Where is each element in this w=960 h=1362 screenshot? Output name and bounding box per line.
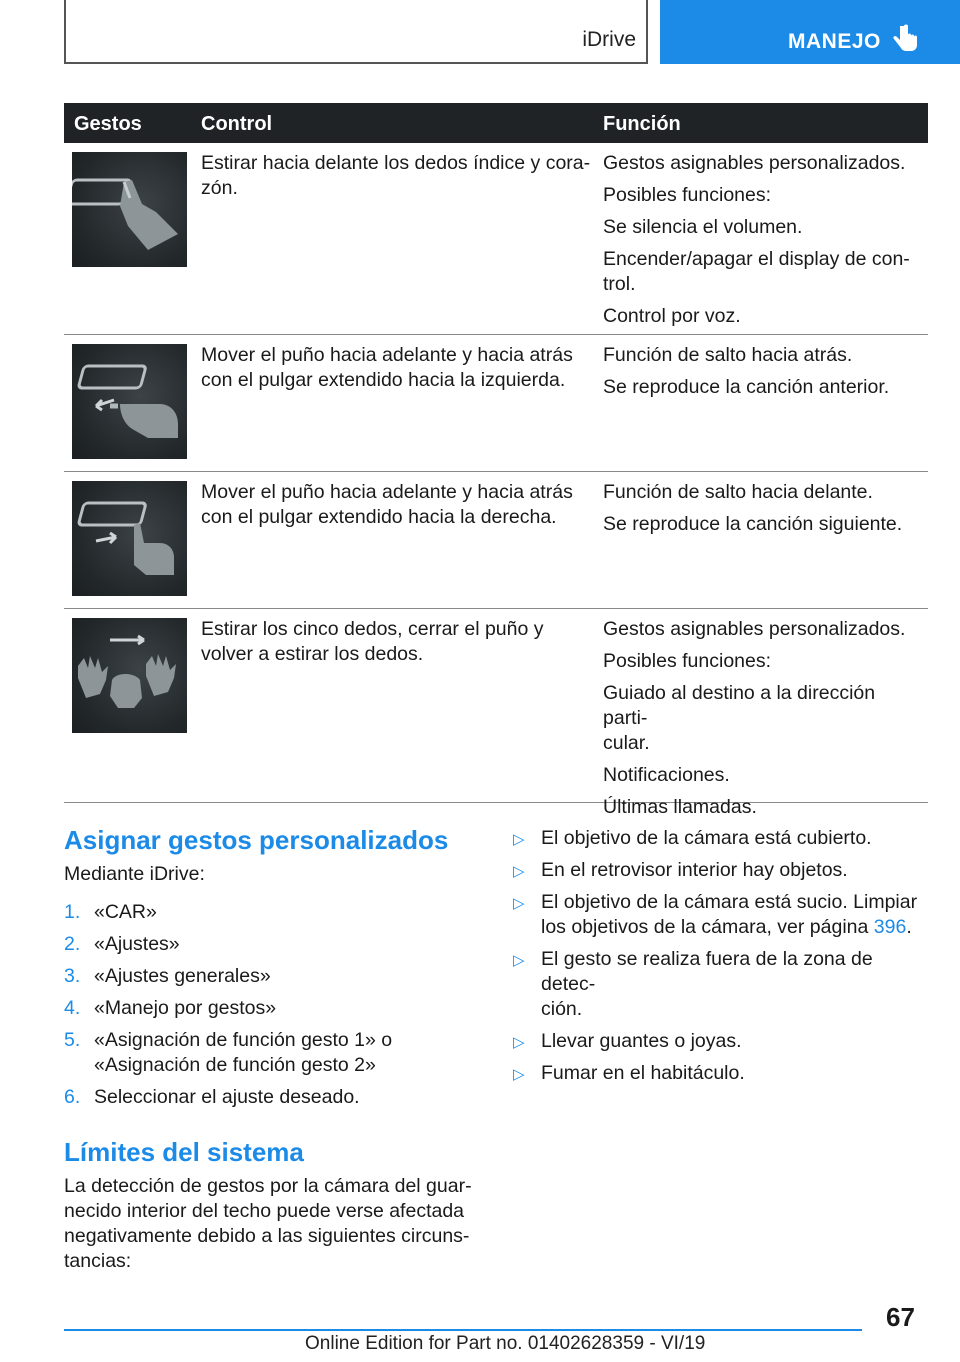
list-item <box>512 858 926 883</box>
column-header-funcion: Función <box>603 113 681 135</box>
bullet-text: El objetivo de la cámara está sucio. Limpiar los objetivos de la cámara, ver página <box>541 891 918 938</box>
gesture-function-list <box>603 151 923 336</box>
list-item <box>512 890 926 940</box>
function-line: Gestos asignables personalizados. <box>603 618 906 640</box>
triangle-right-icon: ▷ <box>513 895 525 912</box>
gesture-control-text: Mover el puño hacia adelante y hacia atrás con el pulgar extendido hacia la derecha. <box>201 481 573 528</box>
table-row <box>64 335 928 472</box>
chapter-tab-label: MANEJO <box>788 30 881 53</box>
footer-rule <box>64 1329 862 1331</box>
header-frame <box>64 0 648 64</box>
list-item <box>64 1085 464 1110</box>
function-line: Posibles funciones: <box>603 184 772 206</box>
bullet-text: En el retrovisor interior hay objetos. <box>541 859 848 881</box>
list-item <box>64 964 464 989</box>
steps-list <box>64 900 464 1117</box>
step-number: 5. <box>64 1029 81 1051</box>
step-number: 4. <box>64 997 81 1019</box>
gesture-function-list <box>603 343 923 407</box>
list-item <box>512 1061 926 1086</box>
section-title-limites: Límites del sistema <box>64 1137 304 1167</box>
gesture-table <box>64 103 928 818</box>
step-text: Seleccionar el ajuste deseado. <box>94 1086 360 1108</box>
table-row <box>64 143 928 335</box>
list-item <box>64 1028 464 1078</box>
chapter-tab[interactable] <box>660 0 960 64</box>
function-line: Guiado al destino a la dirección parti- cular. <box>603 682 876 754</box>
list-item <box>512 826 926 851</box>
bullet-text: Llevar guantes o joyas. <box>541 1030 742 1052</box>
step-number: 2. <box>64 933 81 955</box>
function-line: Función de salto hacia delante. <box>603 481 873 503</box>
bullet-text: El objetivo de la cámara está cubierto. <box>541 827 872 849</box>
gesture-control-text: Estirar hacia delante los dedos índice y cora- zón. <box>201 152 591 199</box>
footer-edition: Online Edition for Part no. 01402628359 - VI/19 <box>305 1333 706 1354</box>
five-fingers-fist-gesture-image <box>72 618 187 733</box>
bullet-text: Fumar en el habitáculo. <box>541 1062 745 1084</box>
function-line: Se silencia el volumen. <box>603 216 803 238</box>
function-line: Últimas llamadas. <box>603 796 757 818</box>
function-line: Posibles funciones: <box>603 650 772 672</box>
list-item <box>512 947 926 1022</box>
section-body: La detección de gestos por la cámara del guar- necido interior del techo puede verse afectada negativamente debido a las siguientes circuns- tancias: <box>64 1175 472 1272</box>
gesture-control-text: Mover el puño hacia adelante y hacia atrás con el pulgar extendido hacia la izquierda. <box>201 344 573 391</box>
list-item <box>64 996 464 1021</box>
step-number: 3. <box>64 965 81 987</box>
table-row <box>64 472 928 609</box>
step-text: «Ajustes generales» <box>94 965 271 987</box>
bullet-text: El gesto se realiza fuera de la zona de detec- ción. <box>541 948 873 1020</box>
triangle-right-icon: ▷ <box>513 1066 525 1083</box>
hand-pointer-icon <box>892 24 918 59</box>
function-line: Se reproduce la canción anterior. <box>603 376 890 398</box>
table-header <box>64 103 928 143</box>
function-line: Función de salto hacia atrás. <box>603 344 853 366</box>
list-item <box>512 1029 926 1054</box>
list-item <box>64 932 464 957</box>
step-number: 6. <box>64 1086 81 1108</box>
limits-list <box>512 826 926 1093</box>
function-line: Notificaciones. <box>603 764 730 786</box>
column-header-gestos: Gestos <box>74 113 142 135</box>
fist-thumb-left-gesture-image <box>72 344 187 459</box>
list-item <box>64 900 464 925</box>
bullet-text-after: . <box>906 916 912 938</box>
section-intro: Mediante iDrive: <box>64 863 205 885</box>
gesture-control-text: Estirar los cinco dedos, cerrar el puño y volver a estirar los dedos. <box>201 618 544 665</box>
function-line: Gestos asignables personalizados. <box>603 152 906 174</box>
step-text: «Asignación de función gesto 1» o «Asignación de función gesto 2» <box>94 1029 393 1076</box>
header-section-title: iDrive <box>582 28 636 51</box>
step-text: «Ajustes» <box>94 933 180 955</box>
triangle-right-icon: ▷ <box>513 831 525 848</box>
triangle-right-icon: ▷ <box>513 1034 525 1051</box>
function-line: Se reproduce la canción siguiente. <box>603 513 903 535</box>
column-header-control: Control <box>201 113 273 135</box>
gesture-function-list <box>603 617 923 827</box>
page-link[interactable]: 396 <box>873 916 907 938</box>
step-text: «CAR» <box>94 901 157 923</box>
step-number: 1. <box>64 901 81 923</box>
function-line: Control por voz. <box>603 305 741 327</box>
two-finger-forward-gesture-image <box>72 152 187 267</box>
step-text: «Manejo por gestos» <box>94 997 277 1019</box>
function-line: Encender/apagar el display de con- trol. <box>603 248 910 295</box>
gesture-function-list <box>603 480 923 544</box>
table-row <box>64 609 928 818</box>
page-number: 67 <box>886 1302 915 1332</box>
fist-thumb-right-gesture-image <box>72 481 187 596</box>
section-title-asignar-gestos: Asignar gestos personalizados <box>64 825 449 855</box>
triangle-right-icon: ▷ <box>513 863 525 880</box>
triangle-right-icon: ▷ <box>513 952 525 969</box>
